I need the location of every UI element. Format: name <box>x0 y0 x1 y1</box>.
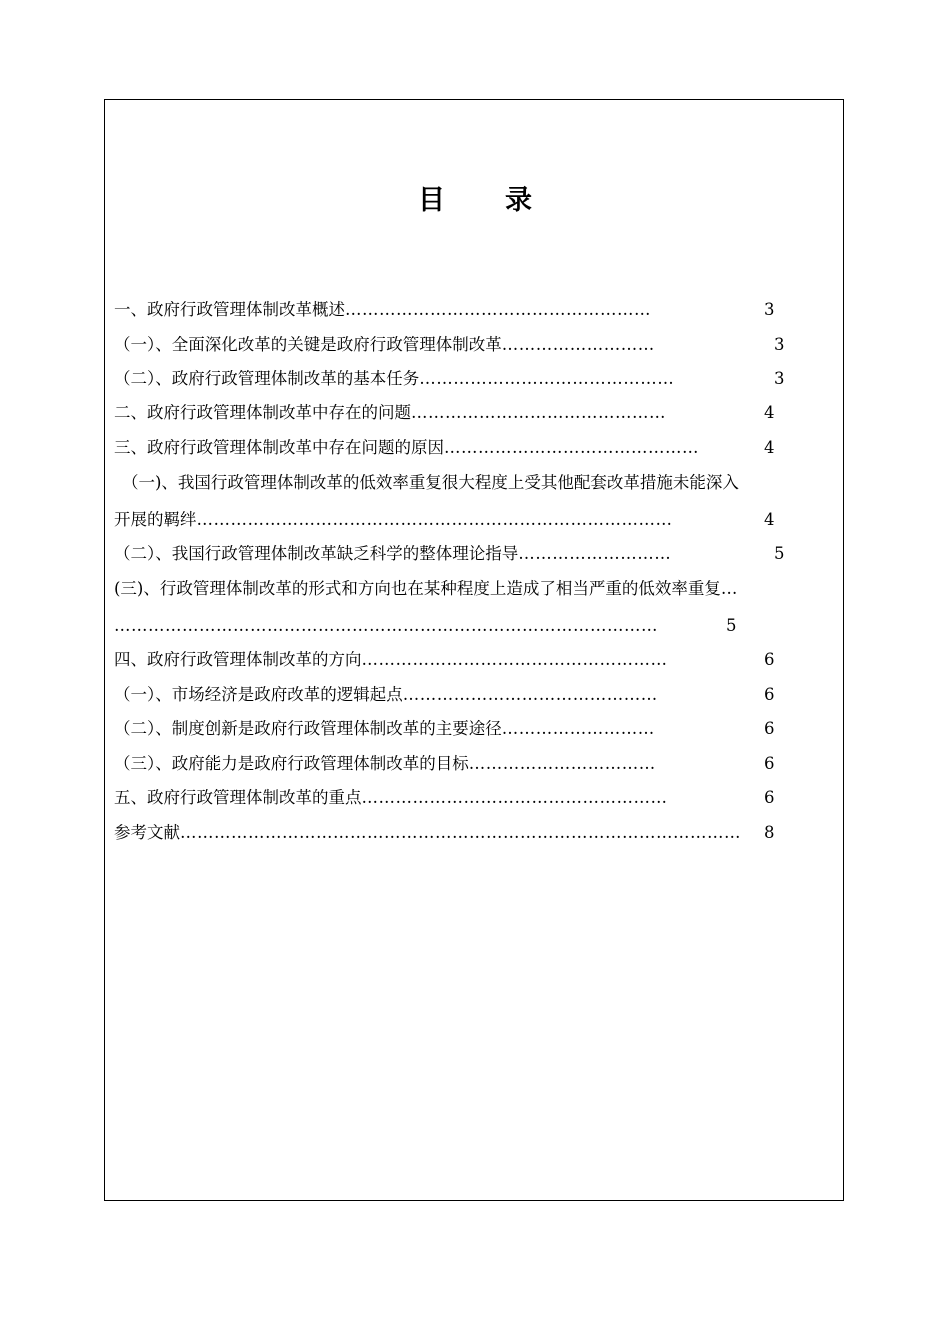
toc-entry-text: 开展的羁绊 <box>114 510 197 529</box>
toc-entry[interactable] <box>114 683 658 707</box>
toc-page-number: 6 <box>764 788 775 807</box>
toc-entry-text: （一）、全面深化改革的关键是政府行政管理体制改革 <box>114 335 502 354</box>
toc-leader-dots: ……………………… <box>518 544 672 563</box>
toc-page-number: 4 <box>764 510 775 529</box>
toc-entry-text: （二）、我国行政管理体制改革缺乏科学的整体理论指导 <box>114 544 519 563</box>
toc-page-number: 6 <box>764 754 775 773</box>
toc-entry-text: （二）、政府行政管理体制改革的基本任务 <box>114 369 420 388</box>
toc-entry[interactable] <box>114 577 738 601</box>
toc-leader-dots: ……………………………………………… <box>361 788 668 807</box>
toc-page-number: 6 <box>764 685 775 704</box>
toc-entry[interactable] <box>114 401 666 425</box>
toc-entry[interactable] <box>114 717 655 741</box>
toc-page-number: 3 <box>774 335 785 354</box>
toc-entry[interactable] <box>114 648 668 672</box>
toc-page-number: 4 <box>764 403 775 422</box>
toc-page-number: 4 <box>764 438 775 457</box>
toc-leader-dots: ……………………………………… <box>444 438 699 457</box>
toc-leader-dots: …………………………………………………………………………………… <box>114 616 658 635</box>
title-char-1: 目 <box>418 185 445 216</box>
toc-entry-text: 四、政府行政管理体制改革的方向 <box>114 650 362 669</box>
toc-leader-dots: ……………………………………… <box>419 369 675 388</box>
toc-entry-text: （二）、制度创新是政府行政管理体制改革的主要途径 <box>114 719 502 738</box>
toc-leader-dots: … <box>720 579 738 598</box>
toc-entry[interactable] <box>114 752 656 776</box>
toc-leader-dots: ……………………………………… <box>402 685 658 704</box>
toc-entry-text: （三）、政府能力是政府行政管理体制改革的目标 <box>114 754 469 773</box>
toc-entry[interactable] <box>114 786 668 810</box>
toc-entry[interactable] <box>114 821 741 845</box>
toc-leader-dots: ……………………………………………… <box>361 650 668 669</box>
toc-page-number: 3 <box>774 369 785 388</box>
toc-entry-text: （一）、市场经济是政府改革的逻辑起点 <box>114 685 403 704</box>
toc-entry-text: 三、政府行政管理体制改革中存在问题的原因 <box>114 438 444 457</box>
toc-leader-dots: …………………………… <box>468 754 656 773</box>
toc-page-number: 6 <box>764 650 775 669</box>
title-char-2: 录 <box>505 185 532 216</box>
toc-entry[interactable] <box>114 542 671 566</box>
toc-entry-text: 参考文献 <box>114 823 180 842</box>
toc-entry[interactable] <box>122 471 739 495</box>
toc-page-number: 8 <box>764 823 775 842</box>
toc-entry-text: 二、政府行政管理体制改革中存在的问题 <box>114 403 411 422</box>
toc-page-number: 3 <box>764 300 775 319</box>
toc-entry-text: 一、政府行政管理体制改革概述 <box>114 300 345 319</box>
toc-page-number: 5 <box>726 616 737 635</box>
toc-leader-dots: ……………………………………… <box>411 403 666 422</box>
toc-leader-dots: ……………………………………………………………………………………… <box>180 823 741 842</box>
toc-entry[interactable] <box>114 367 674 391</box>
toc-page-number: 5 <box>774 544 785 563</box>
toc-entry-text: (三)、行政管理体制改革的形式和方向也在某种程度上造成了相当严重的低效率重复 <box>114 579 721 598</box>
toc-entry-text: 五、政府行政管理体制改革的重点 <box>114 788 362 807</box>
toc-leader-dots: ……………………… <box>501 335 655 354</box>
toc-page-number: 6 <box>764 719 775 738</box>
toc-entry[interactable] <box>114 508 673 532</box>
toc-entry[interactable] <box>114 333 655 357</box>
toc-leader-dots: ……………………………………………… <box>345 300 651 319</box>
toc-leader-dots: ………………………………………………………………………… <box>196 510 673 529</box>
toc-entry[interactable] <box>114 298 651 322</box>
toc-entry-text: （一)、我国行政管理体制改革的低效率重复很大程度上受其他配套改革措施未能深入 <box>122 473 739 492</box>
toc-leader-dots: ……………………… <box>501 719 655 738</box>
toc-entry[interactable] <box>114 614 658 638</box>
toc-entry[interactable] <box>114 436 699 460</box>
